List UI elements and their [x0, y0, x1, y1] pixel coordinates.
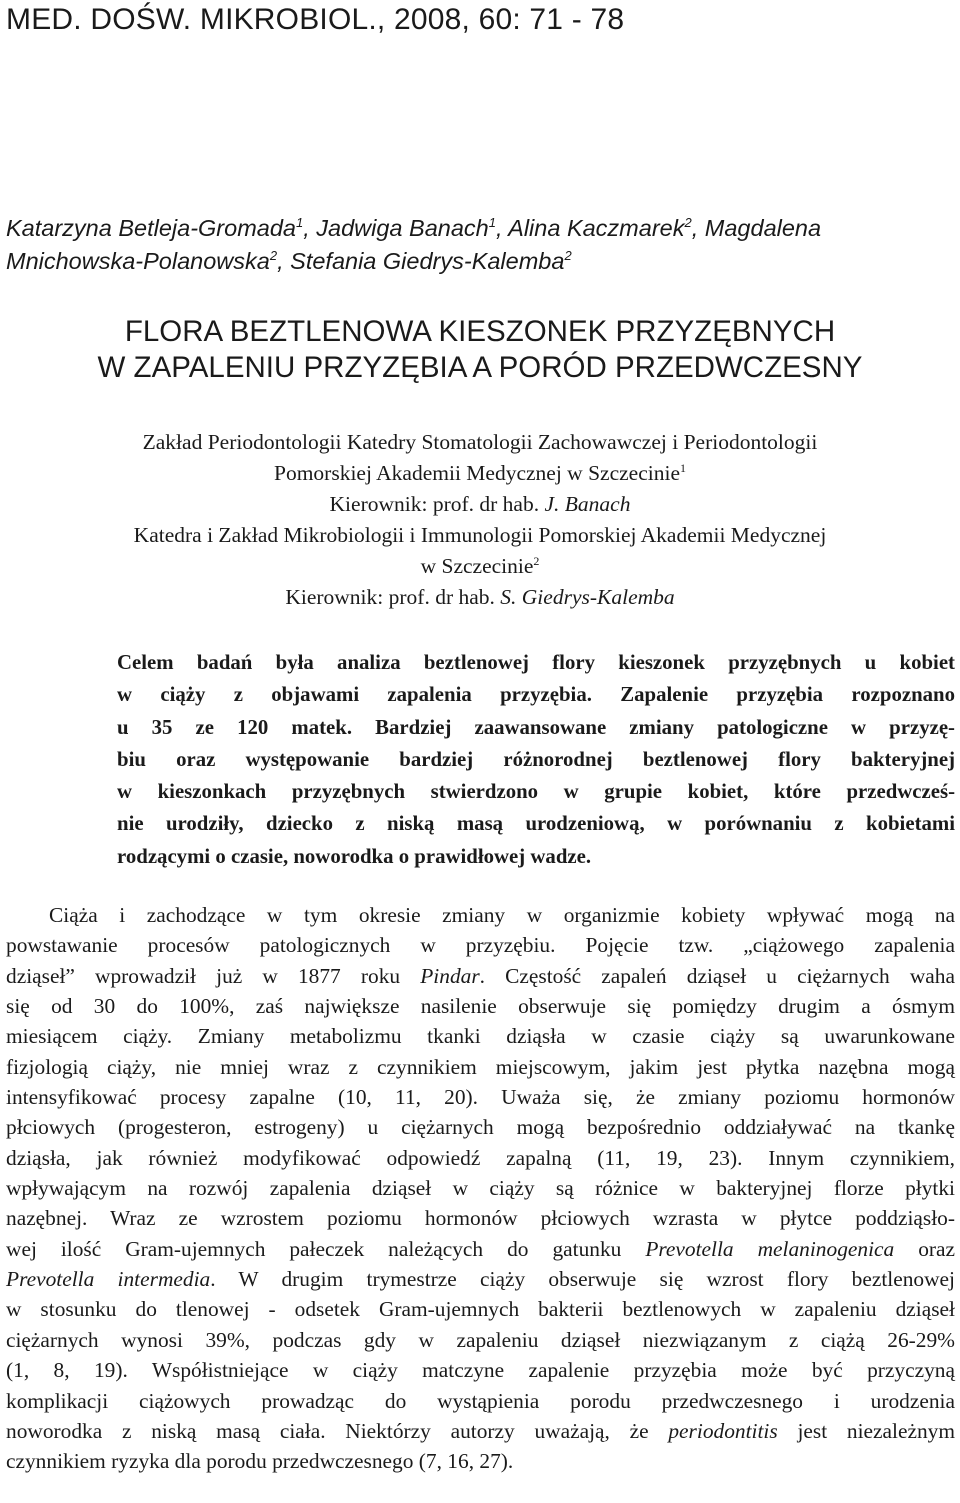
title-line-2: W ZAPALENIU PRZYZĘBIA A PORÓD PRZEDWCZESNY — [97, 351, 863, 384]
author-list — [6, 212, 956, 278]
body-line: (1, 8, 19). Współistniejące w ciąży matczyne zapalenie przyzębia może być przyczyną — [6, 1358, 955, 1383]
abstract-line: biu oraz występowanie bardziej różnorodnej beztlenowej flory bakteryjnej — [117, 747, 955, 771]
head-name: J. Banach — [544, 492, 631, 516]
affiliation-marker: 1 — [680, 461, 686, 475]
body-line: noworodka z niską masą ciała. Niektórzy autorzy uważają, że periodontitis jest niezależnym — [6, 1418, 955, 1443]
term-italic: periodontitis — [668, 1418, 778, 1443]
affiliation-1-line-2: Pomorskiej Akademii Medycznej w Szczecinie$^1$ — [274, 461, 686, 485]
body-paragraph — [6, 900, 955, 1477]
abstract-line: rodzącymi o czasie, noworodka o prawidłowej wadze. — [117, 844, 592, 868]
author-name: Katarzyna Betleja-Gromada — [6, 215, 296, 241]
abstract — [117, 647, 955, 873]
affiliation-marker: 1 — [488, 215, 496, 230]
body-line: wej ilość Gram-ujemnych pałeczek należących do gatunku Prevotella melaninogenica oraz — [6, 1236, 956, 1261]
body-line: się od 30 do 100%, zaś największe nasilenie obserwuje się pomiędzy drugim a ósmym — [6, 994, 955, 1019]
affiliation-2-line-1: Katedra i Zakład Mikrobiologii i Immunologii Pomorskiej Akademii Medycznej — [133, 523, 827, 547]
body-line: dziąseł” wprowadził już w 1877 roku Pindar. Częstość zapaleń dziąseł u ciężarnych waha — [6, 963, 955, 988]
head-name: S. Giedrys-Kalemba — [500, 585, 675, 609]
body-line: ciężarnych wynosi 39%, podczas gdy w zapaleniu dziąseł niezwiązanym z ciążą 26-29% — [6, 1327, 955, 1352]
body-line: komplikacji ciążowych prowadząc do wystąpienia porodu przedwczesnego i urodzenia — [6, 1388, 955, 1413]
author-line-2: Mnichowska-Polanowska$^2$, Stefania Giedrys-Kalemba$^2$ — [6, 248, 572, 274]
body-line: Ciąża i zachodzące w tym okresie zmiany w organizmie kobiety wpływać mogą na — [49, 903, 955, 927]
author-name: Mnichowska-Polanowska — [6, 248, 270, 274]
body-line: nazębnej. Wraz ze wzrostem poziomu hormonów płciowych wzrasta w płytce poddziąsło- — [6, 1206, 955, 1231]
author-name: Jadwiga Banach — [316, 215, 489, 241]
abstract-line: Celem badań była analiza beztlenowej flory kieszonek przyzębnych u kobiet — [117, 651, 955, 674]
author-name: Alina Kaczmarek — [508, 215, 685, 241]
journal-reference: MED. DOŚW. MIKROBIOL., 2008, 60: 71 - 78 — [6, 3, 625, 36]
title-line-1: FLORA BEZTLENOWA KIESZONEK PRZYZĘBNYCH — [124, 315, 836, 348]
affiliation-marker: 2 — [684, 215, 692, 230]
species-name: Prevotella melaninogenica — [645, 1236, 895, 1261]
affiliation-2-line-2: w Szczecinie$^2$ — [420, 554, 540, 578]
body-line: wpływającym na rozwój zapalenia dziąseł w ciąży są różnice w bakteryjnej florze płytki — [6, 1176, 955, 1201]
affiliations — [0, 427, 960, 613]
body-line: Prevotella intermedia. W drugim trymestrze ciąży obserwuje się wzrost flory beztlenowej — [6, 1267, 955, 1292]
affiliation-1-head: Kierownik: prof. dr hab. J. Banach — [329, 492, 631, 516]
author-citation: Pindar — [420, 963, 480, 988]
abstract-line: u 35 ze 120 matek. Bardziej zaawansowane zmiany patologiczne w przyzę- — [117, 715, 955, 739]
body-line: płciowych (progesteron, estrogeny) u ciężarnych mogą bezpośrednio oddziaływać na tkankę — [6, 1115, 955, 1140]
affiliation-marker: 2 — [533, 554, 540, 568]
body-line: dziąsła, jak również modyfikować odpowiedź zapalną (11, 19, 23). Innym czynnikiem, — [6, 1145, 955, 1170]
body-line: czynnikiem ryzyka dla porodu przedwczesnego (7, 16, 27). — [6, 1449, 514, 1474]
affiliation-marker: 2 — [269, 248, 278, 263]
affiliation-2-head: Kierownik: prof. dr hab. S. Giedrys-Kalemba — [285, 585, 675, 609]
body-line: fizjologią ciąży, nie mniej wraz z czynnikiem miejscowym, jakim jest płytka nazębna mogą — [6, 1054, 955, 1079]
abstract-line: w ciąży z objawami zapalenia przyzębia. Zapalenie przyzębia rozpoznano — [117, 683, 955, 707]
author-name: Magdalena — [704, 215, 822, 241]
body-line: miesiącem ciąży. Zmiany metabolizmu tkanki dziąsła w czasie ciąży są uwarunkowane — [6, 1024, 955, 1049]
affiliation-marker: 1 — [295, 215, 304, 230]
author-line-1: Katarzyna Betleja-Gromada$^1$, Jadwiga Banach$^1$, Alina Kaczmarek$^2$, Magdalena — [6, 215, 822, 241]
author-name: Stefania Giedrys-Kalemba — [290, 248, 565, 274]
affiliation-1-line-1: Zakład Periodontologii Katedry Stomatologii Zachowawczej i Periodontologii — [142, 430, 818, 454]
affiliation-marker: 2 — [564, 248, 572, 263]
body-line: w stosunku do tlenowej - odsetek Gram-ujemnych bakterii beztlenowych w zapaleniu dziąseł — [6, 1297, 955, 1322]
abstract-line: w kieszonkach przyzębnych stwierdzono w grupie kobiet, które przedwcześ- — [117, 780, 955, 804]
species-name: Prevotella intermedia — [6, 1267, 211, 1292]
body-line: intensyfikować procesy zapalne (10, 11, 20). Uważa się, że zmiany poziomu hormonów — [6, 1085, 955, 1110]
abstract-line: nie urodziły, dziecko z niską masą urodzeniową, w porównaniu z kobietami — [117, 812, 955, 836]
paper-title — [0, 314, 960, 386]
body-line: powstawanie procesów patologicznych w przyzębiu. Pojęcie tzw. „ciążowego zapalenia — [6, 933, 955, 958]
